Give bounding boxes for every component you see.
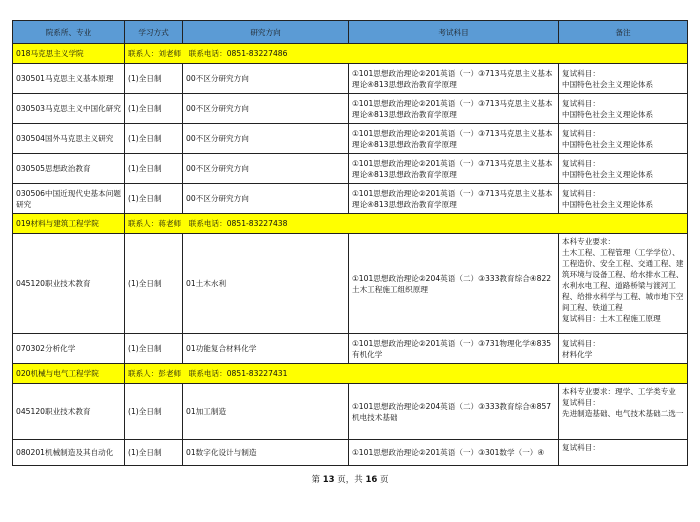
mode-cell: (1)全日制 <box>125 234 183 334</box>
college-row <box>13 44 688 64</box>
mode-cell: (1)全日制 <box>125 384 183 440</box>
college-name: 018马克思主义学院 <box>13 44 125 64</box>
exam-cell: ①101思想政治理论②201英语（一）③713马克思主义基本理论④813思想政治教育学原理 <box>349 64 559 94</box>
mode-cell: (1)全日制 <box>125 94 183 124</box>
major-cell: 045120职业技术教育 <box>13 384 125 440</box>
major-cell: 030503马克思主义中国化研究 <box>13 94 125 124</box>
header-mode: 学习方式 <box>125 21 183 44</box>
notes-cell: 本科专业要求：理学、工学类专业 复试科目： 先进制造基础、电气技术基础二选一 <box>559 384 688 440</box>
major-cell: 080201机械制造及其自动化 <box>13 440 125 466</box>
header-direction: 研究方向 <box>183 21 349 44</box>
notes-cell: 复试科目： 材料化学 <box>559 334 688 364</box>
college-row <box>13 364 688 384</box>
exam-cell: ①101思想政治理论②201英语（一）③713马克思主义基本理论④813思想政治教育学原理 <box>349 184 559 214</box>
mode-cell: (1)全日制 <box>125 124 183 154</box>
total-pages: 16 <box>365 475 378 485</box>
exam-cell: ①101思想政治理论②201英语（一）③713马克思主义基本理论④813思想政治教育学原理 <box>349 154 559 184</box>
table-row <box>13 384 688 440</box>
mode-cell: (1)全日制 <box>125 184 183 214</box>
table-row <box>13 184 688 214</box>
exam-cell: ①101思想政治理论②201英语（一）③301数学（一）④ <box>349 440 559 466</box>
header-major: 院系所、专业 <box>13 21 125 44</box>
header-notes: 备注 <box>559 21 688 44</box>
notes-cell: 本科专业要求： 土木工程、工程管理（工学学位）、工程造价、安全工程、交通工程、建筑环境与设备工程、给水排水工程、水利水电工程、道路桥梁与渡河工程、给排水科学与工程、城市地下空间工程、铁道工程 复试科目：土木工程施工原理 <box>559 234 688 334</box>
direction-cell: 01土木水利 <box>183 234 349 334</box>
header-exam: 考试科目 <box>349 21 559 44</box>
direction-cell: 00不区分研究方向 <box>183 154 349 184</box>
exam-cell: ①101思想政治理论②204英语（二）③333教育综合④857机电技术基础 <box>349 384 559 440</box>
major-cell: 030506中国近现代史基本问题研究 <box>13 184 125 214</box>
exam-cell: ①101思想政治理论②201英语（一）③731物理化学④835有机化学 <box>349 334 559 364</box>
notes-cell: 复试科目： 中国特色社会主义理论体系 <box>559 154 688 184</box>
college-contact: 联系人：蒋老师 联系电话：0851-83227438 <box>125 214 688 234</box>
major-cell: 030501马克思主义基本原理 <box>13 64 125 94</box>
table-row <box>13 234 688 334</box>
college-name: 019材料与建筑工程学院 <box>13 214 125 234</box>
exam-cell: ①101思想政治理论②204英语（二）③333教育综合④822土木工程施工组织原理 <box>349 234 559 334</box>
notes-cell: 复试科目： <box>559 440 688 466</box>
notes-cell: 复试科目： 中国特色社会主义理论体系 <box>559 124 688 154</box>
notes-cell: 复试科目： 中国特色社会主义理论体系 <box>559 184 688 214</box>
table-row <box>13 440 688 466</box>
college-contact: 联系人：刘老师 联系电话：0851-83227486 <box>125 44 688 64</box>
major-cell: 030505思想政治教育 <box>13 154 125 184</box>
admissions-table <box>12 20 688 466</box>
college-row <box>13 214 688 234</box>
table-row <box>13 124 688 154</box>
notes-cell: 复试科目： 中国特色社会主义理论体系 <box>559 64 688 94</box>
table-row <box>13 94 688 124</box>
direction-cell: 01数字化设计与制造 <box>183 440 349 466</box>
direction-cell: 00不区分研究方向 <box>183 184 349 214</box>
direction-cell: 01功能复合材料化学 <box>183 334 349 364</box>
mode-cell: (1)全日制 <box>125 334 183 364</box>
page-mid: 页，共 <box>337 475 363 485</box>
table-row <box>13 334 688 364</box>
college-contact: 联系人：彭老师 联系电话：0851-83227431 <box>125 364 688 384</box>
major-cell: 070302分析化学 <box>13 334 125 364</box>
table-row <box>13 154 688 184</box>
mode-cell: (1)全日制 <box>125 154 183 184</box>
page-number <box>0 473 700 485</box>
current-page: 13 <box>322 475 335 485</box>
page-prefix: 第 <box>311 475 320 485</box>
table-header-row <box>13 21 688 44</box>
notes-cell: 复试科目： 中国特色社会主义理论体系 <box>559 94 688 124</box>
exam-cell: ①101思想政治理论②201英语（一）③713马克思主义基本理论④813思想政治教育学原理 <box>349 124 559 154</box>
major-cell: 045120职业技术教育 <box>13 234 125 334</box>
page-suffix: 页 <box>380 475 389 485</box>
mode-cell: (1)全日制 <box>125 64 183 94</box>
direction-cell: 00不区分研究方向 <box>183 94 349 124</box>
exam-cell: ①101思想政治理论②201英语（一）③713马克思主义基本理论④813思想政治教育学原理 <box>349 94 559 124</box>
direction-cell: 00不区分研究方向 <box>183 124 349 154</box>
major-cell: 030504国外马克思主义研究 <box>13 124 125 154</box>
mode-cell: (1)全日制 <box>125 440 183 466</box>
college-name: 020机械与电气工程学院 <box>13 364 125 384</box>
direction-cell: 01加工制造 <box>183 384 349 440</box>
direction-cell: 00不区分研究方向 <box>183 64 349 94</box>
table-row <box>13 64 688 94</box>
